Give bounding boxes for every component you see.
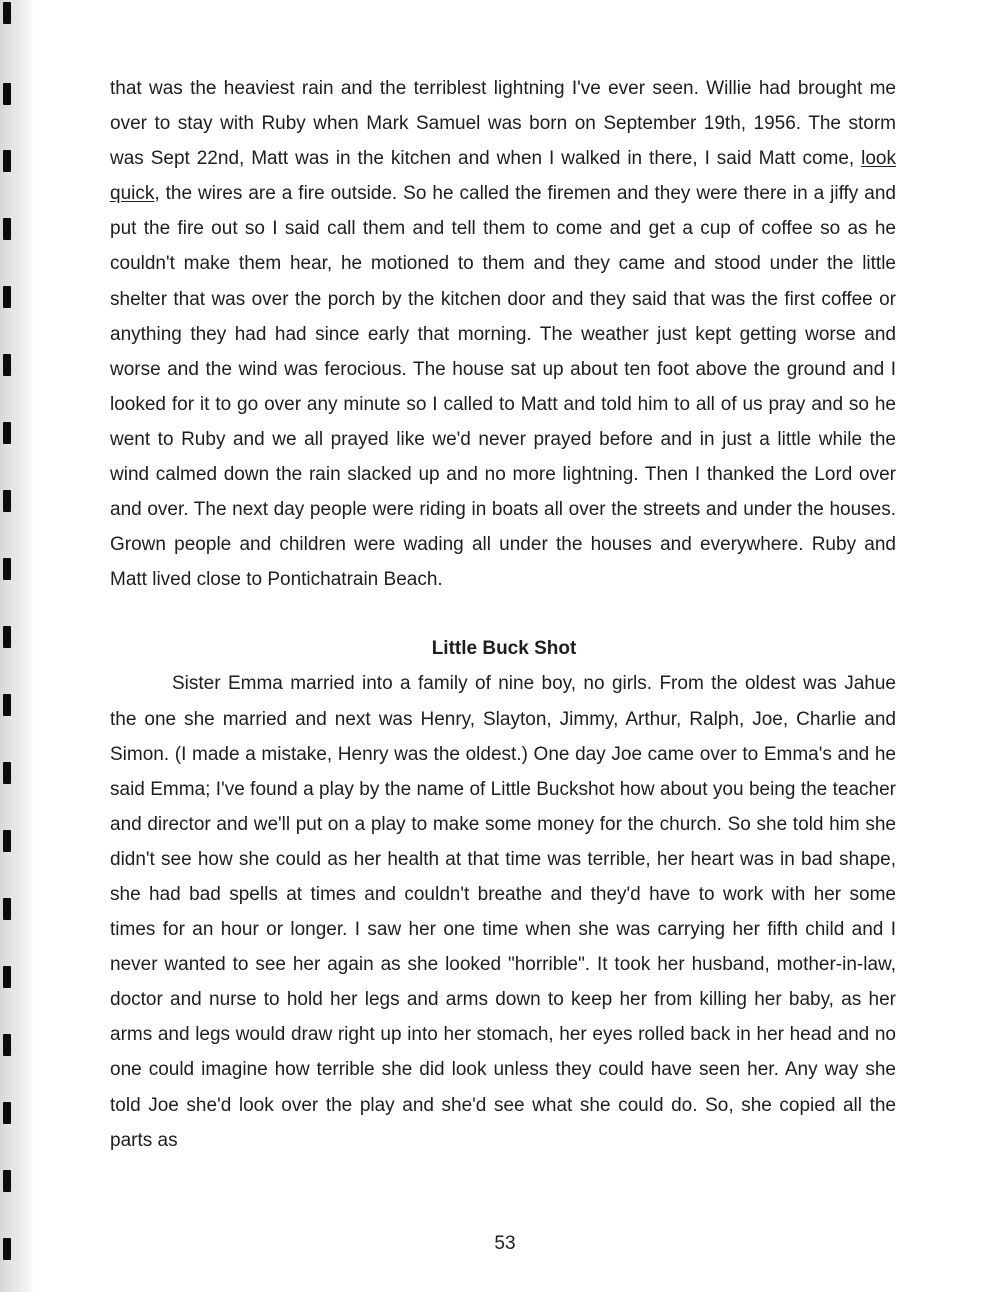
binding-hole (3, 762, 11, 784)
page-body (110, 71, 896, 1158)
binding-edge (0, 0, 34, 1292)
body-paragraph (110, 71, 896, 597)
paragraph-gap (110, 597, 896, 631)
binding-hole (3, 150, 11, 172)
binding-hole (3, 83, 11, 105)
binding-hole (3, 422, 11, 444)
binding-hole (3, 694, 11, 716)
page-number: 53 (494, 1233, 516, 1254)
paragraph-text: that was the heaviest rain and the terriblest lightning I've ever seen. Willie had brought me over to stay with Ruby when Mark Samuel was born on September 19th, 1956. The storm was Sept 22nd, Matt was in the kitchen and when I walked in there, I said Matt come, (110, 78, 896, 170)
binding-hole (3, 626, 11, 648)
paragraph-text: , the wires are a fire outside. So he called the firemen and they were there in a jiffy and put the fire out so I said call them and tell them to come and get a cup of coffee so as he couldn't make them hear, he motioned to them and they came and stood under the little shelter that was over the porch by the kitchen door and they said that was the first coffee or anything they had had since early that morning. The weather just kept getting worse and worse and the wind was ferocious. The house sat up about ten foot above the ground and I looked for it to go over any minute so I called to Matt and told him to all of us pray and so he went to Ruby and we all prayed like we'd never prayed before and in just a little while the wind calmed down the rain slacked up and no more lightning. Then I thanked the Lord over and over. The next day people were riding in boats all over the streets and under the houses. Grown people and children were wading all under the houses and everywhere. Ruby and Matt lived close to Pontichatrain Beach. (110, 183, 896, 591)
binding-hole (3, 558, 11, 580)
binding-hole (3, 490, 11, 512)
binding-hole (3, 966, 11, 988)
binding-hole (3, 830, 11, 852)
binding-hole (3, 354, 11, 376)
binding-hole (3, 898, 11, 920)
binding-hole (3, 1102, 11, 1124)
section-heading: Little Buck Shot (431, 638, 577, 660)
binding-hole (3, 286, 11, 308)
body-paragraph: Sister Emma married into a family of nine boy, no girls. From the oldest was Jahue the one she married and next was Henry, Slayton, Jimmy, Arthur, Ralph, Joe, Charlie and Simon. (I made a mistake, Henry was the oldest.) One day Joe came over to Emma's and he said Emma; I've found a play by the name of Little Buckshot how about you being the teacher and director and we'll put on a play to make some money for the church. So she told him she didn't see how she could as her health at that time was terrible, her heart was in bad shape, she had bad spells at times and couldn't breathe and they'd have to work with her some times for an hour or longer. I saw her one time when she was carrying her fifth child and I never wanted to see her again as she looked "horrible". It took her husband, mother-in-law, doctor and nurse to hold her legs and arms down to keep her from killing her baby, as her arms and legs would draw right up into her stomach, her eyes rolled back in her head and no one could imagine how terrible she did look unless they could have seen her. Any way she told Joe she'd look over the play and she'd see what she could do. So, she copied all the parts as (110, 673, 896, 1151)
binding-hole (3, 1170, 11, 1192)
binding-hole (3, 2, 11, 24)
underlined-phrase: look quick (110, 148, 896, 205)
binding-hole (3, 218, 11, 240)
binding-hole (3, 1034, 11, 1056)
